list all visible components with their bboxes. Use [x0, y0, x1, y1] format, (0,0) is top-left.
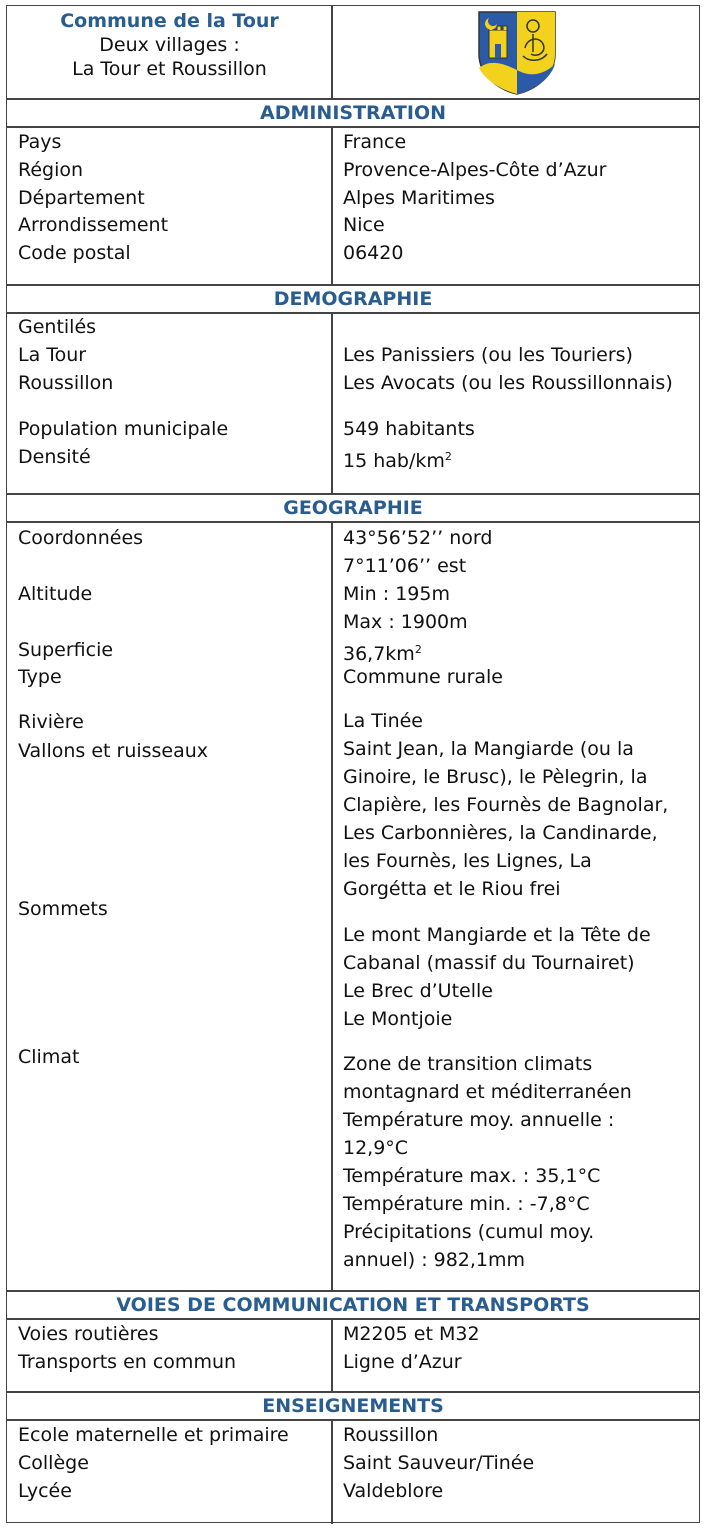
la-tour-value: Les Panissiers (ou les Touriers) — [343, 344, 633, 366]
voies-routieres-label: Voies routières — [18, 1323, 159, 1345]
vallons-line: Ginoire, le Brusc), le Pèlegrin, la — [343, 766, 648, 788]
administration-value-code-postal: 06420 — [343, 242, 404, 264]
type-value: Commune rurale — [343, 666, 503, 688]
riviere-label: Rivière — [18, 711, 84, 733]
ecole-value: Roussillon — [343, 1424, 439, 1446]
climat-line: Température moy. annuelle : — [343, 1109, 615, 1131]
administration-value-departement: Alpes Maritimes — [343, 187, 495, 209]
type-label: Type — [18, 666, 62, 688]
altitude-label: Altitude — [18, 583, 93, 605]
vallons-line: Gorgétta et le Riou frei — [343, 878, 561, 900]
climat-line: annuel) : 982,1mm — [343, 1249, 526, 1271]
sommets-line: Le mont Mangiarde et la Tête de — [343, 924, 651, 946]
sommets-line: Le Brec d’Utelle — [343, 980, 493, 1002]
vallons-line: Les Carbonnières, la Candinarde, — [343, 822, 658, 844]
coat-of-arms-icon — [475, 8, 559, 96]
college-value: Saint Sauveur/Tinée — [343, 1452, 535, 1474]
climat-line: Température min. : -7,8°C — [343, 1193, 590, 1215]
altitude-min: Min : 195m — [343, 583, 450, 605]
college-label: Collège — [18, 1452, 89, 1474]
vallons-label: Vallons et ruisseaux — [18, 740, 209, 762]
population-label: Population municipale — [18, 418, 229, 440]
climat-line: montagnard et méditerranéen — [343, 1081, 632, 1103]
roussillon-label: Roussillon — [18, 372, 114, 394]
sommets-line: Le Montjoie — [343, 1008, 453, 1030]
vallons-line: Clapière, les Fournès de Bagnolar, — [343, 794, 669, 816]
superficie-label: Superficie — [18, 639, 114, 661]
population-value: 549 habitants — [343, 418, 475, 440]
section-heading-geographie: GEOGRAPHIE — [283, 497, 423, 519]
section-heading-demographie: DEMOGRAPHIE — [273, 288, 433, 310]
superficie-value — [343, 636, 422, 664]
voies-routieres-value: M2205 et M32 — [343, 1323, 480, 1345]
administration-label-departement: Département — [18, 187, 145, 209]
subtitle-line-1: Deux villages : — [99, 34, 240, 56]
administration-label-region: Région — [18, 159, 84, 181]
coordonnees-label: Coordonnées — [18, 527, 144, 549]
header-cell — [7, 6, 332, 98]
climat-label: Climat — [18, 1046, 80, 1068]
climat-line: 12,9°C — [343, 1137, 409, 1159]
lycee-value: Valdeblore — [343, 1480, 444, 1502]
climat-line: Température max. : 35,1°C — [343, 1165, 601, 1187]
vallons-line: les Fournès, les Lignes, La — [343, 850, 592, 872]
administration-label-pays: Pays — [18, 131, 62, 153]
subtitle-line-2: La Tour et Roussillon — [72, 58, 267, 80]
climat-line: Zone de transition climats — [343, 1053, 593, 1075]
administration-label-code-postal: Code postal — [18, 242, 131, 264]
transports-commun-value: Ligne d’Azur — [343, 1351, 462, 1373]
vallons-line: Saint Jean, la Mangiarde (ou la — [343, 738, 634, 760]
section-heading-enseignements: ENSEIGNEMENTS — [262, 1395, 444, 1417]
administration-value-region: Provence-Alpes-Côte d’Azur — [343, 159, 607, 181]
transports-commun-label: Transports en commun — [18, 1351, 237, 1373]
coordonnees-lat: 43°56’52’’ nord — [343, 527, 493, 549]
climat-line: Précipitations (cumul moy. — [343, 1221, 595, 1243]
page-title: Commune de la Tour — [60, 10, 279, 32]
densite-label: Densité — [18, 446, 91, 468]
densite-number: 15 hab/km — [343, 450, 445, 472]
riviere-value: La Tinée — [343, 710, 423, 732]
densite-exponent: 2 — [444, 450, 452, 463]
commune-info-table — [6, 5, 700, 1523]
section-heading-administration: ADMINISTRATION — [259, 102, 446, 124]
gentiles-label: Gentilés — [18, 316, 97, 338]
section-heading-transports: VOIES DE COMMUNICATION ET TRANSPORTS — [116, 1294, 590, 1316]
altitude-max: Max : 1900m — [343, 611, 468, 633]
ecole-label: Ecole maternelle et primaire — [18, 1424, 289, 1446]
superficie-number: 36,7km — [343, 643, 415, 665]
la-tour-label: La Tour — [18, 344, 87, 366]
administration-value-arrondissement: Nice — [343, 214, 385, 236]
administration-value-pays: France — [343, 131, 407, 153]
roussillon-value: Les Avocats (ou les Roussillonnais) — [343, 372, 673, 394]
sommets-label: Sommets — [18, 898, 108, 920]
coordonnees-lon: 7°11’06’’ est — [343, 555, 467, 577]
densite-value — [343, 443, 452, 471]
sommets-line: Cabanal (massif du Tournairet) — [343, 952, 635, 974]
administration-label-arrondissement: Arrondissement — [18, 214, 169, 236]
lycee-label: Lycée — [18, 1480, 72, 1502]
superficie-exponent: 2 — [414, 643, 422, 656]
